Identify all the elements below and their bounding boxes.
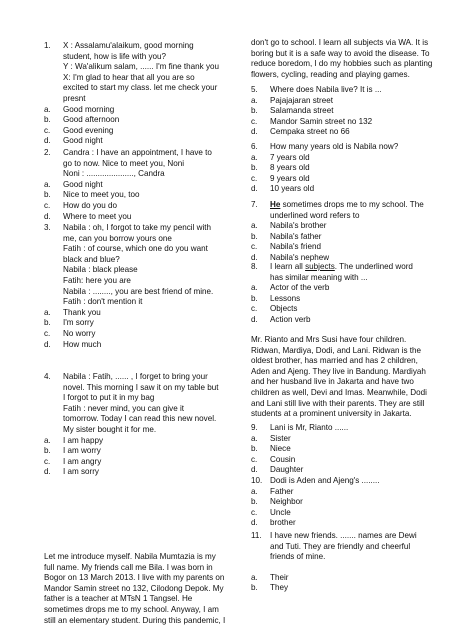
- option-a: a. Father: [251, 486, 294, 496]
- option-b: b. I'm sorry: [44, 318, 94, 328]
- option-a: a. Their: [251, 572, 289, 582]
- question-text: Nabila : oh, I forgot to take my pencil with: [63, 223, 212, 232]
- question-text: Noni : ....................., Candra: [63, 169, 165, 179]
- option-a: a. Actor of the verb: [251, 283, 330, 293]
- option-c: c. 9 years old: [251, 173, 310, 183]
- question-text: Candra : I have an appointment, I have to: [63, 148, 212, 157]
- question-text: me, can you borrow yours one: [63, 233, 172, 243]
- option-c: c. No worry: [44, 328, 96, 338]
- option-a: a. Good night: [44, 179, 103, 189]
- option-b: b. Nabila's father: [251, 231, 322, 241]
- underlined-word: He: [270, 200, 281, 209]
- question-text: Fatih: here you are: [63, 275, 131, 285]
- passage-line: Bogor on 13 March 2013. I live with my parents on: [44, 573, 225, 583]
- option-b: b. Good afternoon: [44, 115, 120, 125]
- option-a: a. Thank you: [44, 307, 101, 317]
- passage-line: father is a teacher at MTsN 1 Tangsel. He: [44, 594, 193, 604]
- option-a: a. 7 years old: [251, 152, 310, 162]
- option-b: b. They: [251, 583, 288, 593]
- question-1: [44, 41, 244, 147]
- option-d: d. Nabila's nephew: [251, 252, 330, 262]
- option-d: d. How much: [44, 339, 102, 349]
- option-b: b. Nice to meet you, too: [44, 190, 140, 200]
- passage-line: full name. My friends call me Bila. I was born in: [44, 562, 213, 572]
- question-text: sometimes drops me to my school. The: [280, 200, 424, 209]
- question-text: underlined word refers to: [270, 210, 360, 220]
- option-d: d. 10 years old: [251, 184, 315, 194]
- question-10: [251, 476, 451, 529]
- question-2: [44, 148, 244, 222]
- passage-line: Aden and Ajeng. They live in Bandung. Mardiyah: [251, 366, 426, 376]
- question-text: presnt: [63, 93, 86, 103]
- question-text: has similar meaning with ...: [270, 272, 368, 282]
- question-11: [251, 531, 461, 594]
- option-d: d. brother: [251, 518, 296, 528]
- question-text: Where does Nabila live? It is ...: [270, 85, 382, 94]
- question-text: excited to start my class. let me check your: [63, 83, 218, 93]
- passage-line: flowers, cycling, reading and playing games.: [251, 69, 410, 79]
- option-c: c. Mandor Samin street no 132: [251, 116, 373, 126]
- passage-line: Mr. Rianto and Mrs Susi have four children.: [251, 335, 407, 344]
- question-text: How many years old is Nabila now?: [270, 142, 399, 151]
- question-text: go to now. Nice to meet you, Noni: [63, 158, 185, 168]
- question-text: Fatih : don't mention it: [63, 297, 143, 307]
- question-number: 3.: [44, 223, 51, 232]
- option-d: d. Good night: [44, 136, 103, 146]
- passage-line: sometimes drops me to my school. Anyway, I am: [44, 604, 219, 614]
- question-text: tomorrow. Today I can read this new novel.: [63, 414, 217, 424]
- passage-line: oldest brother, has married and has 2 children,: [251, 356, 418, 366]
- passage-line: don't go to school. I learn all subjects via WA. It is: [251, 38, 429, 47]
- question-number: 11.: [251, 531, 262, 540]
- question-number: 2.: [44, 148, 51, 157]
- reading-passage-2: [251, 335, 461, 420]
- option-d: d. Action verb: [251, 314, 311, 324]
- question-text: I forgot to put it in my bag: [63, 393, 155, 403]
- question-text: . The underlined word: [334, 262, 413, 271]
- question-number: 9.: [251, 423, 258, 432]
- option-c: c. I am angry: [44, 456, 102, 466]
- question-8: [251, 262, 456, 326]
- option-b: b. I am worry: [44, 446, 101, 456]
- question-number: 8.: [251, 262, 258, 271]
- question-text: X: I'm glad to hear that all you are so: [63, 72, 195, 82]
- passage-line: Ridwan, Mardiya, Dodi, and Lani. Ridwan is the: [251, 345, 422, 355]
- question-text: Y : Wa'alikum salam, ...... I'm fine thank you: [63, 62, 220, 72]
- reading-passage-continued: [251, 38, 456, 80]
- question-5: [251, 85, 451, 138]
- question-text: Fatih : never mind, you can give it: [63, 403, 185, 413]
- option-d: d. I am sorry: [44, 467, 99, 477]
- option-a: a. Good morning: [44, 104, 115, 114]
- option-c: c. How do you do: [44, 200, 117, 210]
- question-text: friends of mine.: [270, 552, 326, 562]
- question-number: 5.: [251, 85, 258, 94]
- question-number: 6.: [251, 142, 258, 151]
- option-b: b. Salamanda street: [251, 106, 334, 116]
- option-b: b. Neighbor: [251, 497, 303, 507]
- option-c: c. Cousin: [251, 454, 296, 464]
- question-text: X : Assalamu'alaikum, good morning: [63, 41, 194, 50]
- question-text: Nabila : Fatih, ...... , I forget to bring your: [63, 372, 208, 381]
- question-text: Nabila : ........, you are best friend of mine.: [63, 286, 214, 296]
- passage-line: Let me introduce myself. Nabila Mumtazia is my: [44, 552, 216, 561]
- question-6: [251, 142, 451, 195]
- question-text: Dodi is Aden and Ajeng's ........: [270, 476, 380, 485]
- passage-line: Mandor Samin street no 132, Cilodong Depok. My: [44, 583, 224, 593]
- option-a: a. Sister: [251, 433, 291, 443]
- option-a: a. I am happy: [44, 435, 104, 445]
- passage-line: still an elementary student. During this pandemic, I: [44, 615, 226, 625]
- reading-passage: [44, 552, 249, 626]
- option-c: c. Good evening: [44, 125, 114, 135]
- passage-line: children as well, Devi and Imas. Meanwhile, Dodi: [251, 387, 427, 397]
- question-4: [44, 372, 244, 478]
- option-c: c. Objects: [251, 304, 298, 314]
- question-text: Lani is Mr, Rianto ......: [270, 423, 349, 432]
- question-text: student, how is life with you?: [63, 51, 167, 61]
- question-text: novel. This morning I saw it on my table but: [63, 382, 219, 392]
- question-3: [44, 223, 244, 350]
- passage-line: students at a prominent university in Jakarta.: [251, 409, 412, 419]
- option-a: a. Pajajajaran street: [251, 95, 333, 105]
- question-text: My sister bought it for me.: [63, 424, 157, 434]
- question-7: [251, 200, 456, 264]
- option-b: b. Niece: [251, 444, 291, 454]
- passage-line: reduce boredom, I do my hobbies such as planting: [251, 59, 433, 69]
- option-d: d. Cempaka street no 66: [251, 127, 350, 137]
- passage-line: and her husband live in Jakarta and have two: [251, 377, 414, 387]
- question-text: I have new friends. ....... names are Dewi: [270, 531, 417, 540]
- question-number: 10.: [251, 476, 263, 485]
- option-b: b. 8 years old: [251, 163, 310, 173]
- option-c: c. Nabila's friend: [251, 242, 322, 252]
- question-text: and Tuti. They are friendly and cheerful: [270, 541, 411, 551]
- option-c: c. Uncle: [251, 507, 291, 517]
- option-d: d. Daughter: [251, 465, 304, 475]
- passage-line: and Lani still live with their parents. They are still: [251, 398, 425, 408]
- question-number: 1.: [44, 41, 51, 50]
- question-number: 4.: [44, 372, 51, 381]
- option-a: a. Nabila's brother: [251, 221, 327, 231]
- question-text: I learn all: [270, 262, 306, 271]
- question-text: Fatih : of course, which one do you want: [63, 244, 208, 254]
- question-text: black and blue?: [63, 254, 120, 264]
- option-d: d. Where to meet you: [44, 211, 132, 221]
- passage-line: boring but it is a safe way to avoid the disease. To: [251, 48, 430, 58]
- question-9: [251, 423, 451, 476]
- question-text: Nabila : black please: [63, 265, 138, 275]
- option-b: b. Lessons: [251, 293, 301, 303]
- question-number: 7.: [251, 200, 258, 209]
- underlined-word: subjects: [305, 262, 335, 271]
